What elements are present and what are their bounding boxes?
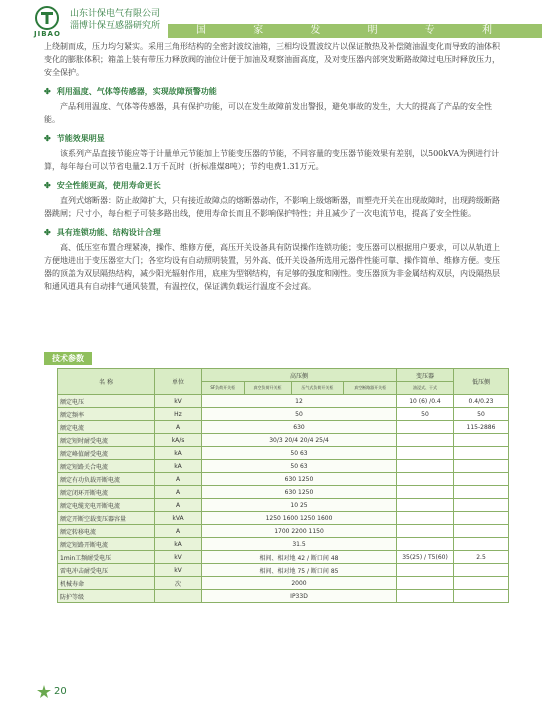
table-cell-lv — [454, 564, 509, 577]
table-cell-hv: 630 1250 — [202, 486, 397, 499]
table-cell-transformer — [397, 447, 454, 460]
table-row — [58, 473, 509, 486]
table-cell-lv — [454, 538, 509, 551]
table-cell-transformer — [397, 590, 454, 603]
section-paragraph: 直列式熔断器：防止故障扩大，只有接近故障点的熔断器动作，不影响上级熔断器，而塑壳开关在出现故障时，出现跨级断路器跳闸；尺寸小，每台柜子可装多路出线，使用寿命长而且不影响保护特性；并且减少了一次电流节电，提高了安全性能。 — [44, 196, 500, 218]
table-cell-hv: 30/3 20/4 20/4 25/4 — [202, 434, 397, 447]
table-cell-hv: IP33D — [202, 590, 397, 603]
table-row — [58, 564, 509, 577]
company-name: 山东计保电气有限公司 — [70, 9, 161, 19]
section-paragraph: 该系列产品直接节能应等于计量单元节能加上节能变压器的节能，不同容量的变压器节能效果有差别，以500kVA为例进行计算，每年每台可以节省电量2.1万千瓦时（折标准煤8吨）；节约电费1.31万元。 — [44, 149, 500, 171]
table-cell-unit: kA — [155, 447, 202, 460]
table-cell-lv — [454, 499, 509, 512]
table-cell-unit: kV — [155, 551, 202, 564]
table-cell-hv: 50 63 — [202, 447, 397, 460]
table-cell-unit: kV — [155, 564, 202, 577]
table-row — [58, 421, 509, 434]
table-row — [58, 577, 509, 590]
table-row — [58, 525, 509, 538]
table-cell-transformer — [397, 473, 454, 486]
table-cell-unit: kV — [155, 395, 202, 408]
table-cell-name: 额定短路关合电流 — [58, 460, 155, 473]
table-cell-transformer — [397, 538, 454, 551]
table-cell-lv — [454, 486, 509, 499]
table-cell-transformer — [397, 525, 454, 538]
table-cell-unit: Hz — [155, 408, 202, 421]
table-cell-name: 1min工频耐受电压 — [58, 551, 155, 564]
table-cell-hv: 相间、相对地 42 / 断口间 48 — [202, 551, 397, 564]
table-cell-unit: kA/s — [155, 434, 202, 447]
table-cell-name: 机械寿命 — [58, 577, 155, 590]
table-cell-unit — [155, 590, 202, 603]
table-cell-name: 防护等级 — [58, 590, 155, 603]
header-banner — [168, 24, 542, 38]
leaf-bullet-icon: ✤ — [44, 227, 51, 237]
table-cell-unit: A — [155, 421, 202, 434]
table-cell-name: 额定电流 — [58, 421, 155, 434]
subheader-cell: 油浸式、干式 — [397, 382, 454, 395]
table-row — [58, 512, 509, 525]
star-ornament-icon — [36, 684, 52, 700]
table-cell-lv: 2.5 — [454, 551, 509, 564]
leaf-bullet-icon: ✤ — [44, 86, 51, 96]
table-cell-name: 额定峰值耐受电流 — [58, 447, 155, 460]
table-cell-hv: 相间、相对地 75 / 断口间 85 — [202, 564, 397, 577]
table-cell-lv — [454, 460, 509, 473]
table-row — [58, 538, 509, 551]
table-row — [58, 408, 509, 421]
table-cell-lv — [454, 525, 509, 538]
section-paragraph: 产品利用温度、气体等传感器，具有保护功能，可以在发生故障前发出警报，避免事故的发生，大大的提高了产品的安全性能。 — [44, 102, 492, 124]
table-cell-transformer: 10 (6) /0.4 — [397, 395, 454, 408]
section-paragraph: 高、低压室布置合理紧凑，操作、维修方便，高压开关设备具有防误操作连锁功能；变压器可以根据用户要求，可以从轨道上方便地进出于变压器室大门；各室均设有自动照明装置，另外高、低开关设备所选用元器件性能可靠、操作简单、维修方便。变压器的顶盖为双层隔热结构，减少阳光辐射作用，底座为型钢结构，有足够的强度和刚性。变压器顶为非金属结构双层，内设隔热层和通风道具有自动排气通风装置，有温控仪，保证满负载运行温度不会过高。 — [44, 243, 500, 291]
table-row — [58, 551, 509, 564]
table-cell-lv: 50 — [454, 408, 509, 421]
subheader-cell: 真空负荷开关柜 — [244, 382, 291, 395]
table-cell-hv: 50 — [202, 408, 397, 421]
col-header-hv: 高压侧 — [202, 369, 397, 382]
table-cell-transformer: 35(25) / T5(60) — [397, 551, 454, 564]
table-cell-name: 额定闭环开断电流 — [58, 486, 155, 499]
table-cell-name: 额定短路开断电流 — [58, 538, 155, 551]
table-cell-hv: 12 — [202, 395, 397, 408]
section-heading: ✤ 节能效果明显 — [44, 133, 105, 143]
table-cell-hv: 1700 2200 1150 — [202, 525, 397, 538]
banner-title: 国 家 发 明 专 利 — [196, 25, 514, 36]
table-cell-unit: 次 — [155, 577, 202, 590]
table-row — [58, 460, 509, 473]
table-cell-lv: 115-2886 — [454, 421, 509, 434]
table-cell-unit: A — [155, 473, 202, 486]
table-cell-lv — [454, 590, 509, 603]
table-cell-lv: 0.4/0.23 — [454, 395, 509, 408]
table-cell-lv — [454, 577, 509, 590]
table-row — [58, 395, 509, 408]
table-row — [58, 499, 509, 512]
tech-params-table — [57, 368, 509, 603]
table-cell-hv: 31.5 — [202, 538, 397, 551]
table-cell-lv — [454, 447, 509, 460]
table-cell-hv: 630 1250 — [202, 473, 397, 486]
subheader-cell: 压气式负荷开关柜 — [291, 382, 344, 395]
table-cell-name: 额定转移电流 — [58, 525, 155, 538]
table-cell-hv: 630 — [202, 421, 397, 434]
page-number: 20 — [54, 686, 67, 697]
section-heading: ✤ 安全性能更高，使用寿命更长 — [44, 180, 161, 190]
section-heading: ✤ 具有连锁功能、结构设计合理 — [44, 227, 161, 237]
table-cell-lv — [454, 473, 509, 486]
table-cell-transformer: 50 — [397, 408, 454, 421]
table-cell-hv: 2000 — [202, 577, 397, 590]
table-cell-lv — [454, 512, 509, 525]
table-cell-transformer — [397, 512, 454, 525]
table-row — [58, 590, 509, 603]
intro-paragraph: 上绕制而成，压力均匀紧实。采用三角形结构的全密封波纹油箱，三相均设置波纹片以保证散热及补偿随油温变化而导致的油体积变化的膨胀体积；箱盖上装有带压力释放阀的油位计便于加油及观察油面高度，及对变压器内部突发断路故障过电压时释放压力，安全保护。 — [44, 42, 500, 77]
table-cell-name: 额定有功负载开断电流 — [58, 473, 155, 486]
table-cell-unit: kA — [155, 460, 202, 473]
table-row — [58, 486, 509, 499]
table-cell-transformer — [397, 564, 454, 577]
table-cell-name: 额定开断空载变压器容量 — [58, 512, 155, 525]
col-header-lv: 低压侧 — [454, 369, 509, 395]
table-cell-transformer — [397, 499, 454, 512]
table-cell-name: 雷电冲击耐受电压 — [58, 564, 155, 577]
leaf-bullet-icon: ✤ — [44, 133, 51, 143]
table-cell-unit: kA — [155, 538, 202, 551]
col-header-transformer: 变压器 — [397, 369, 454, 382]
table-cell-transformer — [397, 434, 454, 447]
leaf-bullet-icon: ✤ — [44, 180, 51, 190]
table-cell-name: 额定频率 — [58, 408, 155, 421]
section-heading: ✤ 利用温度、气体等传感器，实现故障预警功能 — [44, 86, 217, 96]
col-header-name: 名 称 — [58, 369, 155, 395]
table-row — [58, 447, 509, 460]
table-cell-name: 额定短时耐受电流 — [58, 434, 155, 447]
table-cell-name: 额定电压 — [58, 395, 155, 408]
table-cell-transformer — [397, 421, 454, 434]
table-cell-hv: 10 25 — [202, 499, 397, 512]
table-cell-lv — [454, 434, 509, 447]
table-cell-unit: kVA — [155, 512, 202, 525]
brand-name: JIBAO — [34, 30, 61, 38]
table-cell-hv: 1250 1600 1250 1600 — [202, 512, 397, 525]
col-header-unit: 单位 — [155, 369, 202, 395]
tech-params-label: 技术参数 — [44, 352, 92, 365]
table-cell-transformer — [397, 486, 454, 499]
table-cell-transformer — [397, 460, 454, 473]
body-text — [44, 40, 504, 293]
table-cell-hv: 50 63 — [202, 460, 397, 473]
institute-name: 淄博计保互感器研究所 — [70, 21, 161, 31]
table-cell-name: 额定电缆充电开断电流 — [58, 499, 155, 512]
tech-table-wrapper — [57, 368, 509, 603]
table-cell-unit: A — [155, 486, 202, 499]
table-cell-unit: A — [155, 525, 202, 538]
subheader-cell: 真空断路器开关柜 — [344, 382, 397, 395]
table-row — [58, 434, 509, 447]
subheader-cell: SF负荷开关柜 — [202, 382, 245, 395]
table-cell-unit: A — [155, 499, 202, 512]
table-cell-transformer — [397, 577, 454, 590]
page-header — [0, 0, 542, 40]
